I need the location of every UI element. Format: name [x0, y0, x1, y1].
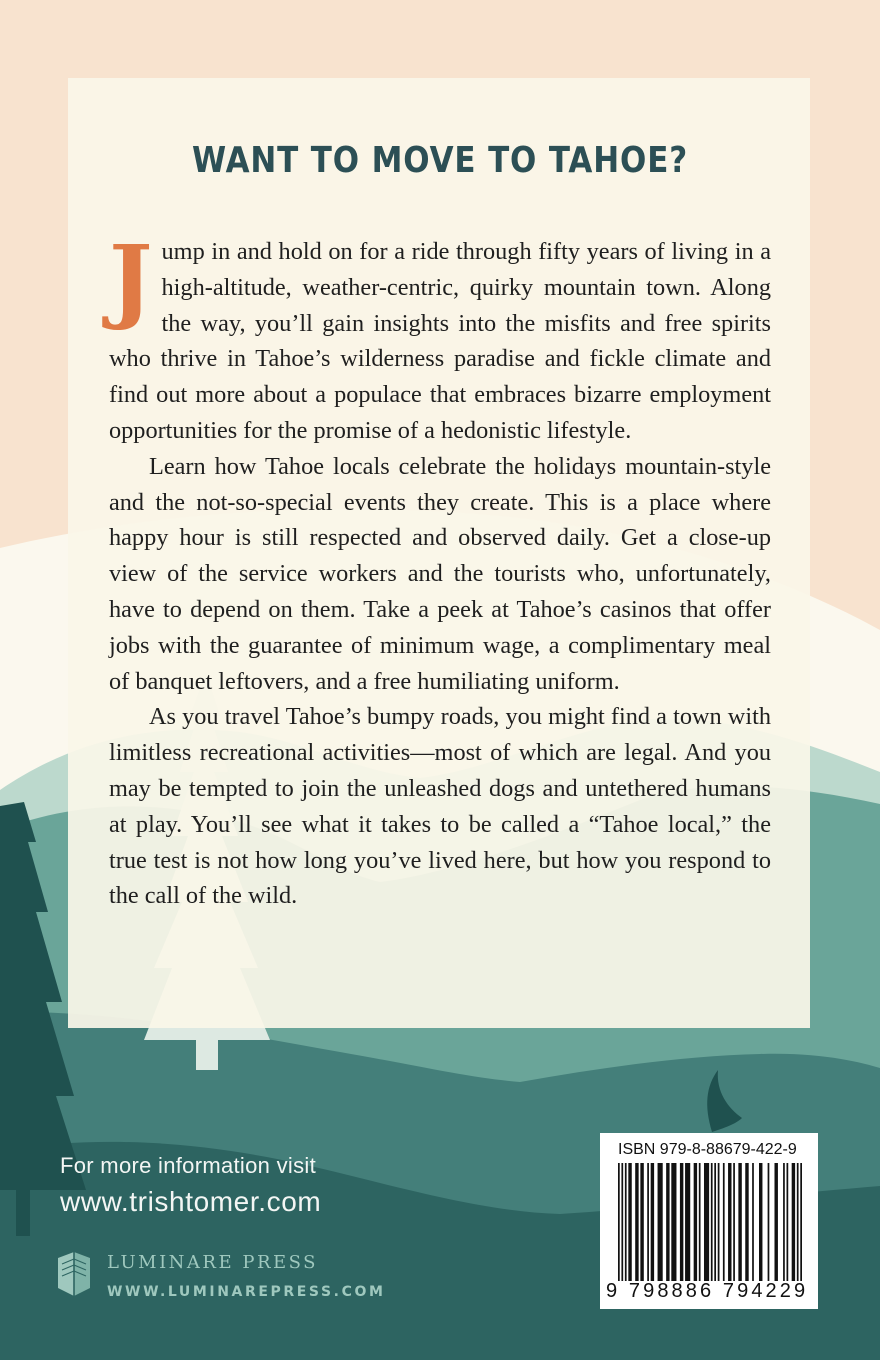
paragraph-2: Learn how Tahoe locals celebrate the holidays mountain-style and the not-so-special events they create. This is a place where happy hour is still respected and observed daily. Get a close-up view of the service workers and the tourists who, unfortunately, have to depend on them. Take a peek at Tahoe’s casinos that offer jobs with the guarantee of minimum wage, a complimentary meal of banquet leftovers, and a free humiliating uniform. — [109, 452, 771, 695]
blurb-text — [109, 225, 771, 914]
author-website-link[interactable]: www.trishtomer.com — [60, 1186, 322, 1217]
barcode-bar — [800, 1163, 802, 1281]
publisher-website[interactable]: WWW.LUMINAREPRESS.COM — [107, 1284, 386, 1300]
barcode-bar — [797, 1163, 799, 1281]
barcode-bar — [745, 1163, 748, 1281]
barcode-bar — [671, 1163, 676, 1281]
publisher-name: LUMINARE PRESS — [107, 1252, 318, 1273]
barcode-bar — [783, 1163, 785, 1281]
barcode-bar — [621, 1163, 623, 1281]
barcode-bar — [680, 1163, 683, 1281]
barcode-bar — [787, 1163, 789, 1281]
ean-digits: 9 798886 794229 — [606, 1280, 809, 1302]
paragraph-3: As you travel Tahoe’s bumpy roads, you might find a town with limitless recreational activities—most of which are legal. And you may be tempted to join the unleashed dogs and untethered humans at play. You’ll see what it takes to be called a “Tahoe local,” the true test is not how long you’ve lived here, but how you respond to the call of the wild. — [109, 703, 771, 910]
barcode-bar — [685, 1163, 690, 1281]
barcode-bar — [694, 1163, 697, 1281]
barcode-bar — [628, 1163, 631, 1281]
barcode-bar — [718, 1163, 720, 1281]
barcode-bar — [640, 1163, 643, 1281]
barcode-bar — [618, 1163, 620, 1281]
barcode-bar — [752, 1163, 754, 1281]
paragraph-1-text: ump in and hold on for a ride through fifty years of living in a high-altitude, weather-centric, quirky mountain town. Along the way, you’ll gain insights into the misfits and free spirits who thrive in Tahoe’s wilderness paradise and fickle climate and find out more about a populace that embraces bizarre employment opportunities for the promise of a hedonistic lifestyle. — [109, 238, 771, 444]
barcode-bar — [792, 1163, 795, 1281]
barcode — [618, 1163, 802, 1285]
barcode-bar — [774, 1163, 777, 1281]
open-book-icon — [52, 1246, 96, 1302]
barcode-bar — [711, 1163, 713, 1281]
isbn-label: ISBN 979-8-88679-422-9 — [618, 1141, 797, 1158]
barcode-bar — [738, 1163, 741, 1281]
headline: WANT TO MOVE TO TAHOE? — [191, 140, 689, 181]
barcode-bar — [723, 1163, 725, 1281]
barcode-bar — [651, 1163, 654, 1281]
barcode-bar — [759, 1163, 762, 1281]
barcode-bar — [733, 1163, 735, 1281]
barcode-bar — [704, 1163, 709, 1281]
drop-cap: J — [109, 225, 153, 333]
barcode-bar — [625, 1163, 627, 1281]
more-info — [60, 1152, 321, 1222]
barcode-bar — [768, 1163, 770, 1281]
barcode-box — [600, 1133, 818, 1309]
barcode-bar — [635, 1163, 638, 1281]
more-info-label: For more information visit — [60, 1153, 316, 1178]
barcode-bar — [647, 1163, 649, 1281]
barcode-bar — [714, 1163, 716, 1281]
barcode-bar — [699, 1163, 701, 1281]
barcode-bar — [658, 1163, 663, 1281]
barcode-bar — [666, 1163, 669, 1281]
barcode-bar — [728, 1163, 731, 1281]
paragraph-1 — [109, 225, 771, 449]
